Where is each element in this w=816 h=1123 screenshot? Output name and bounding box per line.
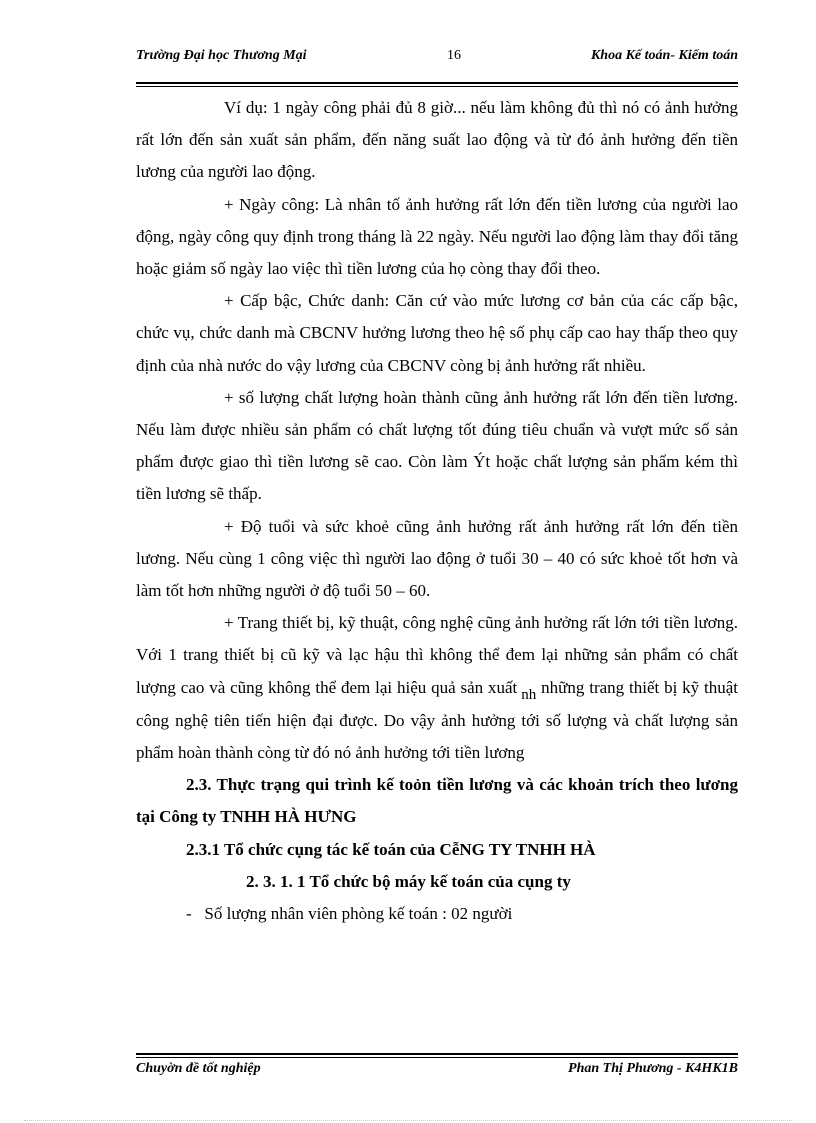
page-bottom-dotted-rule — [24, 1120, 792, 1121]
paragraph-equipment — [136, 607, 738, 769]
footer-rule-thick — [136, 1053, 738, 1055]
section-heading-2-3-1-1: 2. 3. 1. 1 Tổ chức bộ máy kế toán của cụng ty — [246, 871, 571, 891]
stray-fragment: nh — [521, 686, 537, 703]
bullet-marker: - — [186, 904, 192, 924]
bullet-text: Số lượng nhân viên phòng kế toán : 02 người — [204, 904, 513, 924]
footer-rule-thin — [136, 1057, 738, 1058]
header-department: Khoa Kế toán- Kiểm toán — [590, 48, 738, 63]
paragraph-example: Ví dụ: 1 ngày công phải đủ 8 giờ... nếu làm không đủ thì nó có ảnh hưởng rất lớn đến sản xuất sản phẩm, đến năng suất lao động và từ đó ảnh hưởng đến tiền lương của người lao động. — [136, 98, 738, 182]
bullet-item — [136, 898, 738, 930]
paragraph-age-health: + Độ tuổi và sức khoẻ cũng ảnh hưởng rất ảnh hưởng rất lớn đến tiền lương. Nếu cùng 1 công việc thì người lao động ở tuổi 30 – 40 có sức khoẻ tốt hơn và làm tốt hơn những người ở độ tuổi 50 – 60. — [136, 516, 738, 601]
page-body — [136, 92, 738, 930]
footer-author: Phan Thị Phương - K4HK1B — [568, 1061, 738, 1076]
section-heading-2-3: 2.3. Thực trạng qui trình kế toỏn tiền lương và các khoản trích theo lương tại Công ty TNHH HÀ HƯNG — [136, 775, 738, 827]
paragraph-equipment-text: + Trang thiết bị, kỹ thuật, công nghệ cũng ảnh hưởng rất lớn tới tiền lương. Với 1 trang thiết bị cũ kỹ và lạc hậu thì không thể đem lại những sản phẩm có chất lượng cao và cũng không thể đem lại hiệu quả sản xuất — [136, 613, 738, 697]
paragraph-equipment-tail: những trang thiết bị kỹ thuật công nghệ tiên tiến hiện đại được. Do vậy ảnh hưởng tới số lượng và chất lượng sản phẩm hoàn thành còng từ đó nó ảnh hưởng tới tiền lương — [136, 677, 739, 763]
paragraph-rank-title: + Cấp bậc, Chức danh: Căn cứ vào mức lương cơ bản của các cấp bậc, chức vụ, chức danh mà CBCNV hưởng lương theo hệ số phụ cấp cao hay thấp theo quy định của nhà nước do vậy lương của CBCNV còng bị ảnh hưởng rất nhiều. — [136, 291, 738, 375]
paragraph-quantity-quality: + số lượng chất lượng hoàn thành cũng ảnh hưởng rất lớn đến tiền lương. Nếu làm được nhiều sản phẩm có chất lượng tốt đúng tiêu chuẩn và vượt mức số sản phẩm được giao thì tiền lương sẽ cao. Còn làm Ýt hoặc chất lượng sản phẩm kém thì tiền lương sẽ thấp. — [136, 387, 738, 504]
header-school-name: Trường Đại học Thương Mại — [136, 48, 307, 63]
header-rule-thick — [136, 82, 738, 84]
page-number: 16 — [447, 48, 461, 63]
section-heading-2-3-1: 2.3.1 Tổ chức cụng tác kế toán của CễNG TY TNHH HÀ — [186, 839, 596, 859]
header-rule-thin — [136, 86, 738, 87]
paragraph-working-days: + Ngày công: Là nhân tố ảnh hưởng rất lớn đến tiền lương của người lao động, ngày công quy định trong tháng là 22 ngày. Nếu người lao động làm thay đổi tăng hoặc giảm số ngày lao việc thì tiền lương của họ còng thay đổi theo. — [136, 194, 738, 279]
footer-thesis-label: Chuyờn đề tốt nghiệp — [136, 1061, 261, 1076]
